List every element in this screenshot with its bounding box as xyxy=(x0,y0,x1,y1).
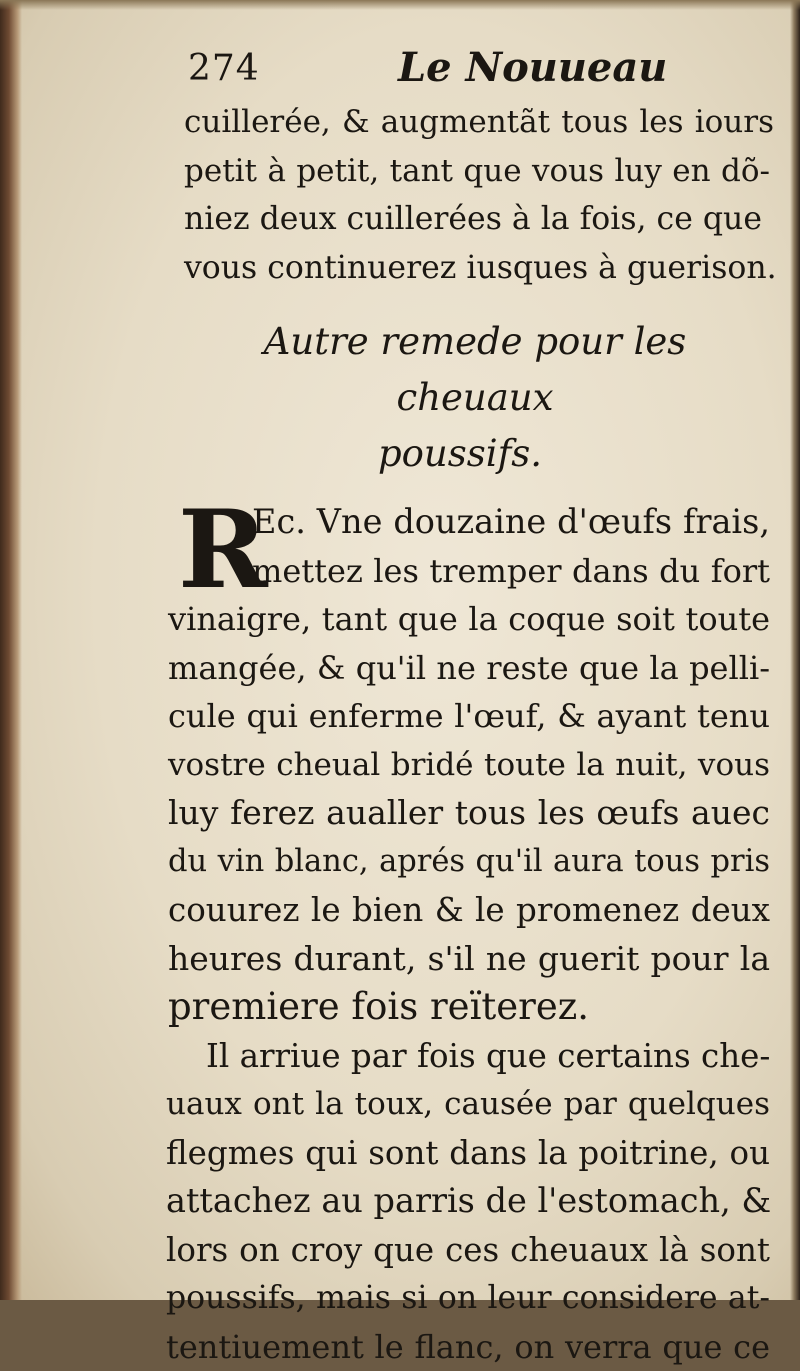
text-line: niez deux cuillerées à la fois, ce que xyxy=(184,195,762,244)
recipe-paragraph xyxy=(168,498,770,1032)
text-line: petit à petit, tant que vous luy en dõ- xyxy=(184,147,770,196)
text-line: couurez le bien & le promenez deux xyxy=(168,886,770,935)
heading-line: poussifs. xyxy=(180,426,770,482)
text-line: vostre cheual bridé toute la nuit, vous xyxy=(168,741,770,790)
text-line: attachez au parris de l'estomach, & xyxy=(166,1177,770,1226)
text-line: cuillerée, & augmentãt tous les iours xyxy=(184,98,774,147)
text-line: Ec. Vne douzaine d'œufs frais, xyxy=(168,498,770,547)
text-line: vous continuerez iusques à guerison. xyxy=(184,244,776,293)
page-edge-top xyxy=(0,0,800,10)
text-line: uaux ont la toux, causée par quelques xyxy=(166,1080,770,1129)
text-line: flegmes qui sont dans la poitrine, ou xyxy=(166,1129,770,1178)
running-title: Le Nouueau xyxy=(398,44,667,91)
text-line: heures durant, s'il ne guerit pour la xyxy=(168,935,770,984)
text-line: cule qui enferme l'œuf, & ayant tenu xyxy=(168,692,770,741)
text-line: vinaigre, tant que la coque soit toute xyxy=(168,595,770,644)
book-binding-shadow xyxy=(0,0,22,1300)
section-heading xyxy=(180,314,770,482)
text-line: premiere fois reïterez. xyxy=(168,983,770,1032)
text-line: mangée, & qu'il ne reste que la pelli- xyxy=(168,644,770,693)
drop-capital: R xyxy=(178,502,268,598)
paragraph-continuation xyxy=(184,98,770,292)
text-line: mettez les tremper dans du fort xyxy=(168,547,770,596)
page-edge-right xyxy=(790,0,800,1300)
text-line: du vin blanc, aprés qu'il aura tous pris xyxy=(168,838,770,887)
page-header xyxy=(160,40,770,96)
text-line: lors on croy que ces cheuaux là sont xyxy=(166,1226,770,1275)
heading-line: Autre remede pour les cheuaux xyxy=(180,314,770,426)
text-block xyxy=(160,40,770,1371)
text-line: poussifs, mais si on leur considere at- xyxy=(166,1274,770,1323)
text-line: luy ferez aualler tous les œufs auec xyxy=(168,789,770,838)
text-line: Il arriue par fois que certains che- xyxy=(166,1032,770,1081)
page-number: 274 xyxy=(188,48,260,89)
text-line: tentiuement le flanc, on verra que ce xyxy=(166,1323,770,1371)
paragraph xyxy=(166,1032,770,1371)
